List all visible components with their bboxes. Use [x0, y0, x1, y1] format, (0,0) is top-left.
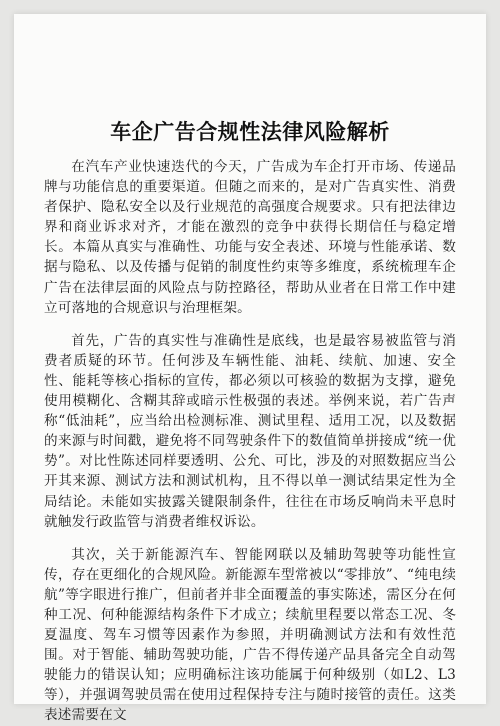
document-page [14, 14, 486, 724]
paragraph-new-energy: 其次，关于新能源汽车、智能网联以及辅助驾驶等功能性宣传，存在更细化的合规风险。新能源车型常被以“零排放”、“纯电续航”等字眼进行推广，但前者并非全面覆盖的事实陈述，需区分在何种工况、何种能源结构条件下才成立；续航里程要以常态工况、冬夏温度、驾车习惯等因素作为参照，并明确测试方法和有效性范围。对于智能、辅助驾驶功能，广告不得传递产品具备完全自动驾驶能力的错误认知；应明确标注该功能属于何种级别（如L2、L3等），并强调驾驶员需在使用过程保持专注与随时接管的责任。这类表述需要在文 [44, 546, 456, 724]
document-title: 车企广告合规性法律风险解析 [110, 119, 390, 144]
paragraph-intro: 在汽车产业快速迭代的今天，广告成为车企打开市场、传递品牌与功能信息的重要渠道。但随之而来的，是对广告真实性、消费者保护、隐私安全以及行业规范的高强度合规要求。只有把法律边界和商业诉求对齐，才能在激烈的竞争中获得长期信任与稳定增长。本篇从真实与准确性、功能与安全表述、环境与性能承诺、数据与隐私、以及传播与促销的制度性约束等多维度，系统梳理车企广告在法律层面的风险点与防控路径，帮助从业者在日常工作中建立可落地的合规意识与治理框架。 [44, 159, 456, 316]
paragraph-accuracy: 首先，广告的真实性与准确性是底线，也是最容易被监管与消费者质疑的环节。任何涉及车辆性能、油耗、续航、加速、安全性、能耗等核心指标的宣传，都必须以可核验的数据为支撑，避免使用模糊化、含糊其辞或暗示性极强的表述。举例来说，若广告声称“低油耗”，应当给出检测标准、测试里程、适用工况，以及数据的来源与时间戳，避免将不同驾驶条件下的数值简单拼接成“统一优势”。对比性陈述同样要透明、公允、可比，涉及的对照数据应当公开其来源、测试方法和测试机构，且不得以单一测试结果定性为全局结论。未能如实披露关键限制条件，往往在市场反响尚未平息时就触发行政监管与消费者维权诉讼。 [44, 332, 456, 530]
